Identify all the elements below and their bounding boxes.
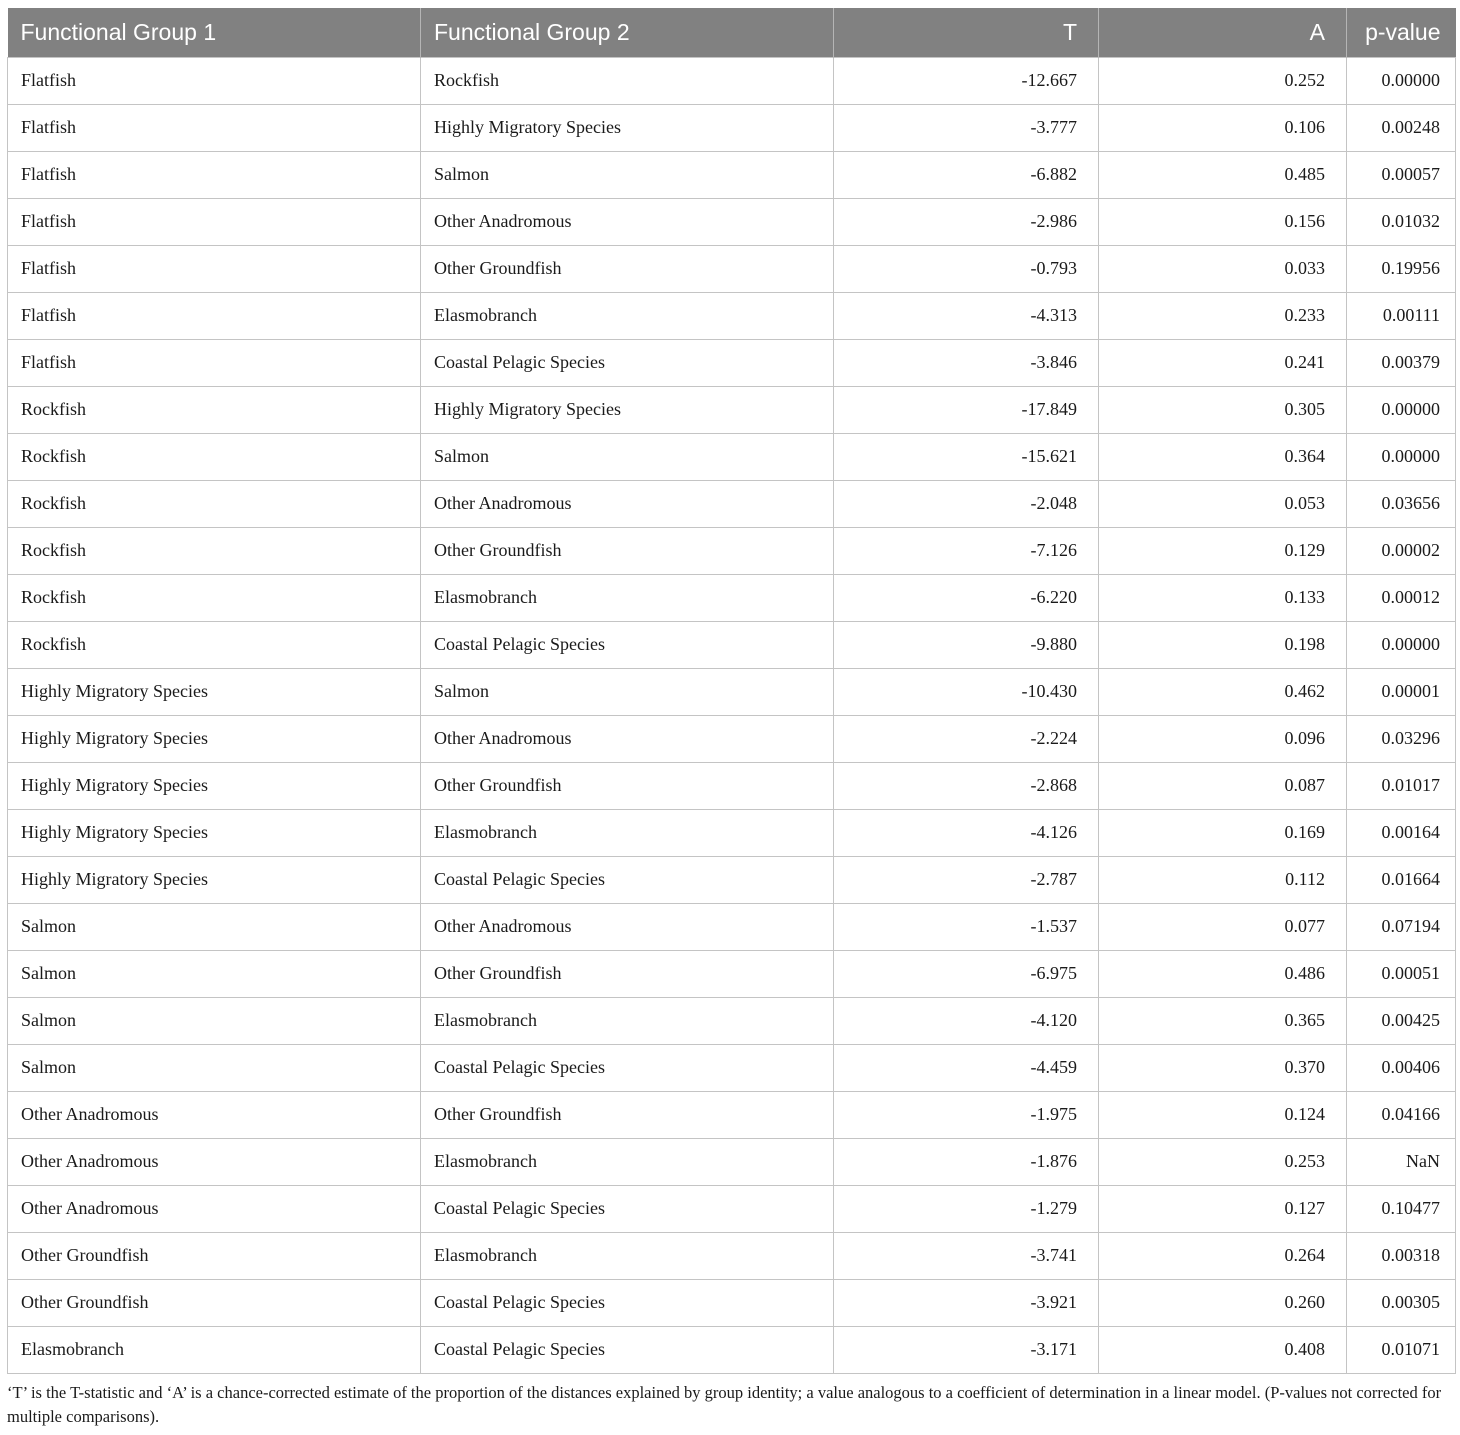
table-row — [8, 57, 1456, 104]
results-table — [7, 8, 1456, 1374]
cell-p-value: 0.00406 — [1347, 1044, 1456, 1091]
cell-functional-group-2: Elasmobranch — [421, 809, 834, 856]
cell-a: 0.087 — [1099, 762, 1347, 809]
cell-a: 0.264 — [1099, 1232, 1347, 1279]
cell-functional-group-1: Flatfish — [8, 104, 421, 151]
cell-a: 0.053 — [1099, 480, 1347, 527]
header-functional-group-2: Functional Group 2 — [421, 8, 834, 57]
cell-p-value: 0.00164 — [1347, 809, 1456, 856]
cell-functional-group-2: Coastal Pelagic Species — [421, 339, 834, 386]
cell-functional-group-1: Flatfish — [8, 151, 421, 198]
cell-functional-group-2: Elasmobranch — [421, 292, 834, 339]
cell-functional-group-1: Other Anadromous — [8, 1091, 421, 1138]
header-a: A — [1099, 8, 1347, 57]
cell-functional-group-2: Other Groundfish — [421, 762, 834, 809]
cell-p-value: 0.00111 — [1347, 292, 1456, 339]
cell-functional-group-1: Salmon — [8, 903, 421, 950]
cell-functional-group-2: Salmon — [421, 433, 834, 480]
cell-functional-group-1: Highly Migratory Species — [8, 856, 421, 903]
table-row — [8, 1279, 1456, 1326]
cell-a: 0.112 — [1099, 856, 1347, 903]
cell-t: -4.459 — [834, 1044, 1099, 1091]
cell-t: -3.921 — [834, 1279, 1099, 1326]
cell-p-value: 0.19956 — [1347, 245, 1456, 292]
header-t: T — [834, 8, 1099, 57]
cell-p-value: 0.04166 — [1347, 1091, 1456, 1138]
table-row — [8, 1232, 1456, 1279]
cell-p-value: 0.10477 — [1347, 1185, 1456, 1232]
cell-functional-group-2: Coastal Pelagic Species — [421, 1279, 834, 1326]
table-row — [8, 151, 1456, 198]
table-row — [8, 339, 1456, 386]
cell-functional-group-1: Salmon — [8, 1044, 421, 1091]
cell-functional-group-1: Highly Migratory Species — [8, 762, 421, 809]
cell-a: 0.462 — [1099, 668, 1347, 715]
cell-a: 0.033 — [1099, 245, 1347, 292]
cell-t: -1.537 — [834, 903, 1099, 950]
cell-functional-group-1: Highly Migratory Species — [8, 715, 421, 762]
table-row — [8, 715, 1456, 762]
cell-functional-group-1: Other Anadromous — [8, 1138, 421, 1185]
cell-functional-group-2: Elasmobranch — [421, 997, 834, 1044]
cell-a: 0.305 — [1099, 386, 1347, 433]
cell-t: -2.787 — [834, 856, 1099, 903]
cell-a: 0.198 — [1099, 621, 1347, 668]
cell-t: -3.777 — [834, 104, 1099, 151]
cell-functional-group-1: Rockfish — [8, 574, 421, 621]
cell-functional-group-2: Coastal Pelagic Species — [421, 1185, 834, 1232]
cell-functional-group-1: Highly Migratory Species — [8, 668, 421, 715]
cell-t: -12.667 — [834, 57, 1099, 104]
table-row — [8, 1044, 1456, 1091]
cell-a: 0.127 — [1099, 1185, 1347, 1232]
cell-functional-group-1: Flatfish — [8, 339, 421, 386]
cell-functional-group-2: Elasmobranch — [421, 574, 834, 621]
cell-t: -2.868 — [834, 762, 1099, 809]
cell-functional-group-1: Elasmobranch — [8, 1326, 421, 1373]
cell-functional-group-2: Other Groundfish — [421, 1091, 834, 1138]
cell-functional-group-2: Other Groundfish — [421, 527, 834, 574]
table-row — [8, 856, 1456, 903]
cell-t: -3.741 — [834, 1232, 1099, 1279]
table-row — [8, 104, 1456, 151]
table-row — [8, 621, 1456, 668]
cell-t: -1.975 — [834, 1091, 1099, 1138]
table-header — [8, 8, 1456, 57]
table-row — [8, 809, 1456, 856]
cell-p-value: 0.00318 — [1347, 1232, 1456, 1279]
cell-functional-group-2: Salmon — [421, 668, 834, 715]
cell-functional-group-1: Salmon — [8, 950, 421, 997]
cell-t: -2.986 — [834, 198, 1099, 245]
header-row — [8, 8, 1456, 57]
cell-p-value: 0.01664 — [1347, 856, 1456, 903]
cell-a: 0.241 — [1099, 339, 1347, 386]
cell-t: -4.126 — [834, 809, 1099, 856]
cell-p-value: 0.00001 — [1347, 668, 1456, 715]
cell-p-value: 0.00002 — [1347, 527, 1456, 574]
cell-a: 0.370 — [1099, 1044, 1347, 1091]
cell-p-value: 0.03296 — [1347, 715, 1456, 762]
cell-p-value: 0.00425 — [1347, 997, 1456, 1044]
cell-functional-group-2: Other Anadromous — [421, 198, 834, 245]
cell-a: 0.129 — [1099, 527, 1347, 574]
cell-t: -7.126 — [834, 527, 1099, 574]
cell-p-value: 0.00000 — [1347, 621, 1456, 668]
cell-functional-group-1: Rockfish — [8, 480, 421, 527]
cell-functional-group-2: Other Groundfish — [421, 245, 834, 292]
cell-a: 0.233 — [1099, 292, 1347, 339]
cell-t: -4.313 — [834, 292, 1099, 339]
cell-functional-group-1: Flatfish — [8, 57, 421, 104]
header-p-value: p-value — [1347, 8, 1456, 57]
cell-t: -15.621 — [834, 433, 1099, 480]
cell-t: -3.846 — [834, 339, 1099, 386]
cell-functional-group-1: Rockfish — [8, 386, 421, 433]
cell-p-value: 0.01017 — [1347, 762, 1456, 809]
cell-a: 0.133 — [1099, 574, 1347, 621]
cell-t: -1.279 — [834, 1185, 1099, 1232]
cell-functional-group-1: Highly Migratory Species — [8, 809, 421, 856]
cell-functional-group-1: Rockfish — [8, 621, 421, 668]
cell-functional-group-2: Elasmobranch — [421, 1138, 834, 1185]
cell-functional-group-2: Coastal Pelagic Species — [421, 1044, 834, 1091]
cell-functional-group-2: Other Anadromous — [421, 715, 834, 762]
cell-functional-group-2: Rockfish — [421, 57, 834, 104]
cell-p-value: 0.01071 — [1347, 1326, 1456, 1373]
cell-t: -2.224 — [834, 715, 1099, 762]
table-footnote: ‘T’ is the T-statistic and ‘A’ is a chance-corrected estimate of the proportion of the distances explained by group identity; a value analogous to a coefficient of determination in a linear model. (P-values not corrected for multiple comparisons). — [7, 1383, 1442, 1426]
cell-p-value: 0.00057 — [1347, 151, 1456, 198]
cell-a: 0.106 — [1099, 104, 1347, 151]
cell-p-value: 0.00000 — [1347, 433, 1456, 480]
cell-a: 0.365 — [1099, 997, 1347, 1044]
header-functional-group-1: Functional Group 1 — [8, 8, 421, 57]
cell-p-value: NaN — [1347, 1138, 1456, 1185]
cell-functional-group-1: Rockfish — [8, 433, 421, 480]
cell-functional-group-2: Coastal Pelagic Species — [421, 621, 834, 668]
table-row — [8, 433, 1456, 480]
table-row — [8, 574, 1456, 621]
table-row — [8, 668, 1456, 715]
cell-p-value: 0.00000 — [1347, 386, 1456, 433]
table-row — [8, 997, 1456, 1044]
cell-a: 0.096 — [1099, 715, 1347, 762]
cell-a: 0.253 — [1099, 1138, 1347, 1185]
table-row — [8, 480, 1456, 527]
table-row — [8, 245, 1456, 292]
cell-a: 0.169 — [1099, 809, 1347, 856]
cell-a: 0.364 — [1099, 433, 1347, 480]
cell-functional-group-2: Salmon — [421, 151, 834, 198]
cell-p-value: 0.03656 — [1347, 480, 1456, 527]
cell-functional-group-2: Other Anadromous — [421, 903, 834, 950]
cell-functional-group-1: Salmon — [8, 997, 421, 1044]
cell-functional-group-2: Elasmobranch — [421, 1232, 834, 1279]
cell-p-value: 0.00248 — [1347, 104, 1456, 151]
cell-a: 0.252 — [1099, 57, 1347, 104]
cell-functional-group-1: Rockfish — [8, 527, 421, 574]
cell-a: 0.408 — [1099, 1326, 1347, 1373]
cell-functional-group-1: Other Groundfish — [8, 1279, 421, 1326]
table-row — [8, 903, 1456, 950]
cell-p-value: 0.01032 — [1347, 198, 1456, 245]
cell-t: -9.880 — [834, 621, 1099, 668]
cell-functional-group-1: Other Anadromous — [8, 1185, 421, 1232]
cell-p-value: 0.00012 — [1347, 574, 1456, 621]
table-row — [8, 386, 1456, 433]
table-row — [8, 198, 1456, 245]
cell-a: 0.124 — [1099, 1091, 1347, 1138]
cell-functional-group-1: Flatfish — [8, 292, 421, 339]
cell-p-value: 0.07194 — [1347, 903, 1456, 950]
cell-functional-group-1: Other Groundfish — [8, 1232, 421, 1279]
cell-functional-group-2: Other Anadromous — [421, 480, 834, 527]
table-row — [8, 527, 1456, 574]
cell-p-value: 0.00051 — [1347, 950, 1456, 997]
table-row — [8, 1138, 1456, 1185]
cell-p-value: 0.00379 — [1347, 339, 1456, 386]
cell-t: -2.048 — [834, 480, 1099, 527]
cell-a: 0.486 — [1099, 950, 1347, 997]
cell-t: -10.430 — [834, 668, 1099, 715]
cell-functional-group-2: Highly Migratory Species — [421, 386, 834, 433]
cell-t: -6.220 — [834, 574, 1099, 621]
cell-functional-group-1: Flatfish — [8, 198, 421, 245]
cell-a: 0.077 — [1099, 903, 1347, 950]
table-row — [8, 1185, 1456, 1232]
cell-functional-group-2: Coastal Pelagic Species — [421, 1326, 834, 1373]
cell-t: -4.120 — [834, 997, 1099, 1044]
cell-p-value: 0.00000 — [1347, 57, 1456, 104]
cell-functional-group-1: Flatfish — [8, 245, 421, 292]
cell-functional-group-2: Highly Migratory Species — [421, 104, 834, 151]
cell-t: -6.975 — [834, 950, 1099, 997]
table-body — [8, 57, 1456, 1373]
cell-t: -17.849 — [834, 386, 1099, 433]
cell-functional-group-2: Coastal Pelagic Species — [421, 856, 834, 903]
cell-a: 0.156 — [1099, 198, 1347, 245]
table-row — [8, 1091, 1456, 1138]
cell-a: 0.485 — [1099, 151, 1347, 198]
cell-t: -6.882 — [834, 151, 1099, 198]
cell-p-value: 0.00305 — [1347, 1279, 1456, 1326]
table-row — [8, 292, 1456, 339]
cell-a: 0.260 — [1099, 1279, 1347, 1326]
cell-t: -3.171 — [834, 1326, 1099, 1373]
table-row — [8, 1326, 1456, 1373]
cell-t: -0.793 — [834, 245, 1099, 292]
table-row — [8, 762, 1456, 809]
table-row — [8, 950, 1456, 997]
cell-t: -1.876 — [834, 1138, 1099, 1185]
cell-functional-group-2: Other Groundfish — [421, 950, 834, 997]
